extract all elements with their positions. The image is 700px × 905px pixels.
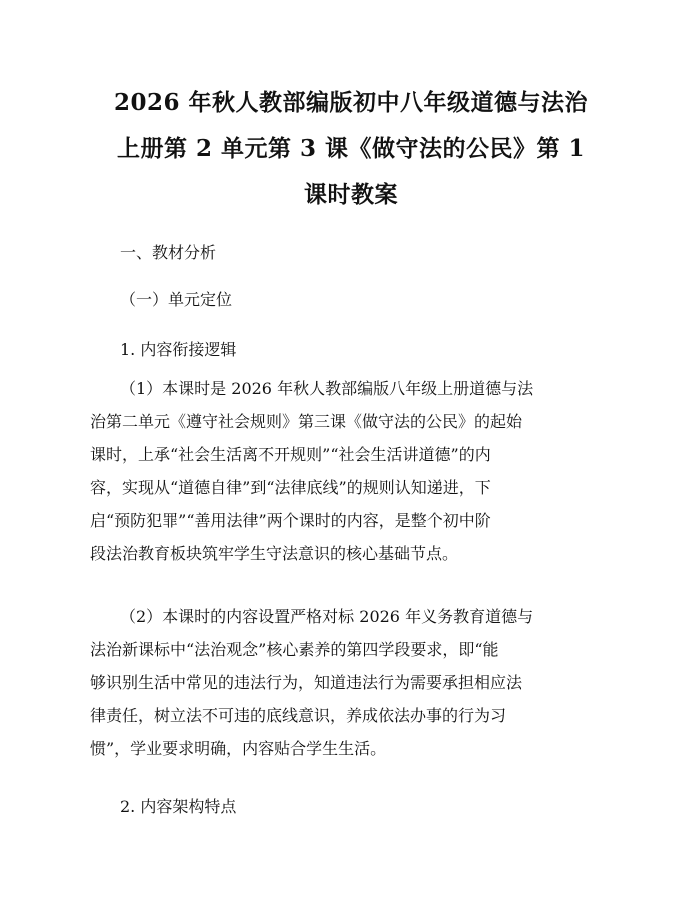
paragraph-1: [90, 372, 610, 570]
paragraph-2: [90, 600, 610, 765]
paragraph-1-line-3: 课时，上承“社会生活离不开规则”“社会生活讲道德”的内: [90, 445, 491, 464]
paragraph-1-line-4: 容，实现从“道德自律”到“法律底线”的规则认知递进，下: [90, 478, 491, 497]
paragraph-2-line-3: 够识别生活中常见的违法行为，知道违法行为需要承担相应法: [90, 673, 523, 692]
subsection-heading-unit-positioning: （一）单元定位: [120, 290, 233, 309]
paragraph-2-line-1: （2）本课时的内容设置严格对标 2026 年义务教育道德与: [120, 607, 534, 626]
title-line-3: 课时教案: [304, 181, 398, 208]
title-line-1: 2026 年秋人教部编版初中八年级道德与法治: [113, 89, 589, 116]
document-title: [92, 80, 610, 218]
paragraph-1-line-5: 启“预防犯罪”“善用法律”两个课时的内容，是整个初中阶: [90, 511, 491, 530]
paragraph-1-line-1: （1）本课时是 2026 年秋人教部编版八年级上册道德与法: [120, 379, 534, 398]
title-line-2: 上册第 2 单元第 3 课《做守法的公民》第 1: [116, 135, 586, 162]
paragraph-2-line-4: 律责任，树立法不可违的底线意识，养成依法办事的行为习: [90, 706, 507, 725]
item-heading-content-structure-features: 2. 内容架构特点: [120, 797, 237, 816]
paragraph-2-line-5: 惯”，学业要求明确，内容贴合学生生活。: [90, 739, 387, 758]
paragraph-1-line-6: 段法治教育板块筑牢学生守法意识的核心基础节点。: [90, 544, 459, 563]
paragraph-2-line-2: 法治新课标中“法治观念”核心素养的第四学段要求，即“能: [90, 640, 499, 659]
item-heading-content-connection-logic: 1. 内容衔接逻辑: [120, 340, 237, 359]
paragraph-1-line-2: 治第二单元《遵守社会规则》第三课《做守法的公民》的起始: [90, 412, 523, 431]
section-heading-teaching-material-analysis: 一、教材分析: [120, 243, 217, 262]
